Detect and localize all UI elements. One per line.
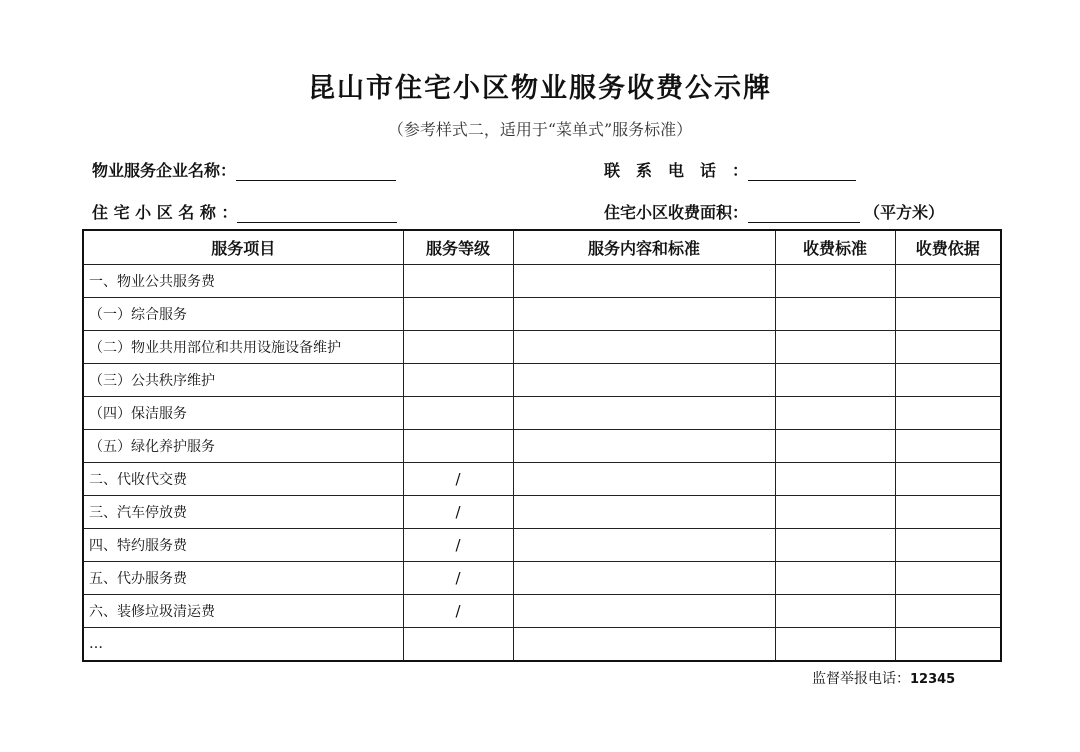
row-content — [513, 397, 775, 430]
row-basis — [895, 298, 1001, 331]
row-level — [403, 364, 513, 397]
row-level — [403, 397, 513, 430]
row-standard — [775, 430, 895, 463]
row-content — [513, 595, 775, 628]
table-row — [83, 298, 1001, 331]
table-row — [83, 463, 1001, 496]
row-standard — [775, 331, 895, 364]
row-standard — [775, 529, 895, 562]
page-title: 昆山市住宅小区物业服务收费公示牌 — [308, 73, 772, 104]
row-item: 六、装修垃圾清运费 — [83, 595, 403, 628]
row-basis — [895, 628, 1001, 662]
row-level: / — [403, 529, 513, 562]
community-name-field — [92, 200, 397, 223]
row-level — [403, 265, 513, 298]
row-level: / — [403, 595, 513, 628]
row-level: / — [403, 463, 513, 496]
phone-blank — [748, 162, 856, 181]
header-service-level: 服务等级 — [403, 230, 513, 265]
table-row — [83, 364, 1001, 397]
row-item: （四）保洁服务 — [83, 397, 403, 430]
area-unit: （平方米） — [864, 203, 945, 222]
fee-table — [82, 229, 1002, 662]
row-item: 四、特约服务费 — [83, 529, 403, 562]
row-basis — [895, 595, 1001, 628]
row-standard — [775, 397, 895, 430]
row-item: 五、代办服务费 — [83, 562, 403, 595]
row-level — [403, 298, 513, 331]
community-name-label: 住 宅 小 区 名 称 ： — [92, 203, 238, 222]
row-item: 二、代收代交费 — [83, 463, 403, 496]
row-level — [403, 331, 513, 364]
row-standard — [775, 562, 895, 595]
row-basis — [895, 364, 1001, 397]
row-content — [513, 496, 775, 529]
table-row — [83, 430, 1001, 463]
table-row — [83, 265, 1001, 298]
row-item: （一）综合服务 — [83, 298, 403, 331]
table-row — [83, 496, 1001, 529]
row-item: （五）绿化养护服务 — [83, 430, 403, 463]
row-basis — [895, 496, 1001, 529]
header-service-item: 服务项目 — [83, 230, 403, 265]
row-basis — [895, 562, 1001, 595]
company-name-blank — [236, 162, 396, 181]
area-field — [604, 200, 944, 223]
row-standard — [775, 298, 895, 331]
row-level: / — [403, 562, 513, 595]
row-item: 一、物业公共服务费 — [83, 265, 403, 298]
report-hotline-label: 监督举报电话： — [812, 671, 910, 687]
company-name-field — [92, 158, 396, 181]
header-fee-basis: 收费依据 — [895, 230, 1001, 265]
row-level — [403, 628, 513, 662]
report-hotline-number: 12345 — [910, 672, 956, 687]
table-row — [83, 595, 1001, 628]
phone-field — [604, 158, 856, 181]
row-basis — [895, 265, 1001, 298]
row-content — [513, 331, 775, 364]
row-standard — [775, 496, 895, 529]
phone-label: 联 系 电 话 ： — [604, 161, 749, 180]
row-standard — [775, 628, 895, 662]
company-name-label: 物业服务企业名称： — [92, 161, 237, 180]
row-standard — [775, 265, 895, 298]
community-name-blank — [237, 204, 397, 223]
report-hotline — [812, 668, 955, 688]
row-item: （二）物业共用部位和共用设施设备维护 — [83, 331, 403, 364]
area-label: 住宅小区收费面积： — [604, 203, 749, 222]
table-row — [83, 397, 1001, 430]
row-content — [513, 529, 775, 562]
table-header-row — [83, 230, 1001, 265]
row-basis — [895, 331, 1001, 364]
row-standard — [775, 595, 895, 628]
header-fee-standard: 收费标准 — [775, 230, 895, 265]
table-row — [83, 529, 1001, 562]
header-service-content: 服务内容和标准 — [513, 230, 775, 265]
row-standard — [775, 364, 895, 397]
table-row — [83, 331, 1001, 364]
row-level — [403, 430, 513, 463]
row-standard — [775, 463, 895, 496]
row-content — [513, 628, 775, 662]
row-content — [513, 562, 775, 595]
row-basis — [895, 529, 1001, 562]
row-level: / — [403, 496, 513, 529]
area-blank — [748, 204, 860, 223]
row-item: 三、汽车停放费 — [83, 496, 403, 529]
row-content — [513, 463, 775, 496]
row-content — [513, 430, 775, 463]
table-row — [83, 562, 1001, 595]
row-content — [513, 364, 775, 397]
table-row — [83, 628, 1001, 662]
row-content — [513, 298, 775, 331]
row-basis — [895, 397, 1001, 430]
row-basis — [895, 430, 1001, 463]
row-basis — [895, 463, 1001, 496]
row-content — [513, 265, 775, 298]
row-item: … — [83, 628, 403, 662]
page-subtitle: （参考样式二，适用于“菜单式”服务标准） — [387, 120, 693, 139]
row-item: （三）公共秩序维护 — [83, 364, 403, 397]
